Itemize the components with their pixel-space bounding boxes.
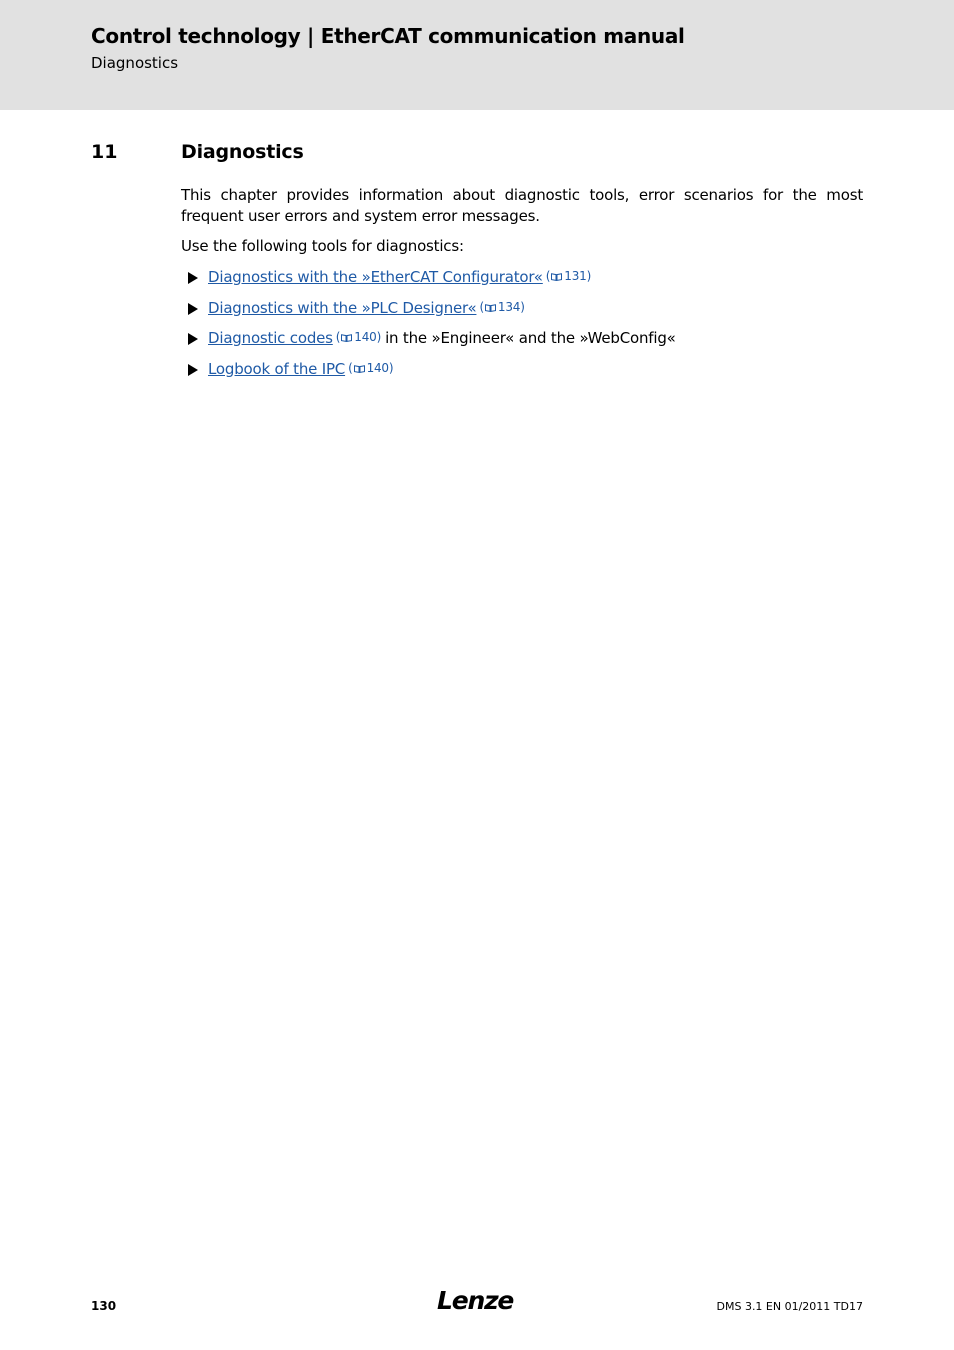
link-logbook-ipc[interactable]: Logbook of the IPC xyxy=(208,359,346,378)
document-title: Control technology | EtherCAT communication manual xyxy=(91,24,685,48)
document-section: Diagnostics xyxy=(91,54,179,72)
document-code: DMS 3.1 EN 01/2011 TD17 xyxy=(716,1300,863,1313)
intro-paragraph: This chapter provides information about diagnostic tools, error scenarios for the most frequent user errors and system error messages. xyxy=(181,186,863,225)
book-icon xyxy=(485,304,496,312)
list-item xyxy=(188,268,676,299)
book-icon xyxy=(354,365,365,373)
link-diagnostic-codes[interactable]: Diagnostic codes xyxy=(208,329,333,347)
book-icon xyxy=(341,334,352,342)
tools-intro: Use the following tools for diagnostics: xyxy=(181,237,464,255)
link-ethercat-configurator[interactable]: Diagnostics with the »EtherCAT Configurator« xyxy=(208,268,543,286)
page-reference-number: 134 xyxy=(497,299,521,314)
page-reference[interactable]: ( 140) xyxy=(348,360,394,375)
triangle-right-icon xyxy=(188,303,198,315)
page-reference-number: 140 xyxy=(366,360,389,375)
page-reference-number: 131 xyxy=(564,269,587,283)
triangle-right-icon xyxy=(188,364,198,376)
triangle-right-icon xyxy=(188,333,198,345)
list-item xyxy=(188,299,676,330)
book-icon xyxy=(551,273,562,281)
page-reference[interactable]: ( 134) xyxy=(479,299,525,314)
page-number: 130 xyxy=(91,1299,117,1313)
tool-list xyxy=(188,268,676,390)
page-reference-number: 140 xyxy=(354,330,377,344)
page-reference[interactable]: ( 131) xyxy=(545,269,592,283)
list-item xyxy=(188,360,676,391)
triangle-right-icon xyxy=(188,272,198,284)
chapter-number: 11 xyxy=(91,141,118,163)
brand-logo: Lenze xyxy=(437,1286,514,1315)
list-item xyxy=(188,329,676,360)
link-plc-designer[interactable]: Diagnostics with the »PLC Designer« xyxy=(208,298,477,317)
list-item-trailing-text: in the »Engineer« and the »WebConfig« xyxy=(385,329,676,347)
page-reference[interactable]: ( 140) xyxy=(335,330,382,344)
chapter-title: Diagnostics xyxy=(181,141,304,163)
